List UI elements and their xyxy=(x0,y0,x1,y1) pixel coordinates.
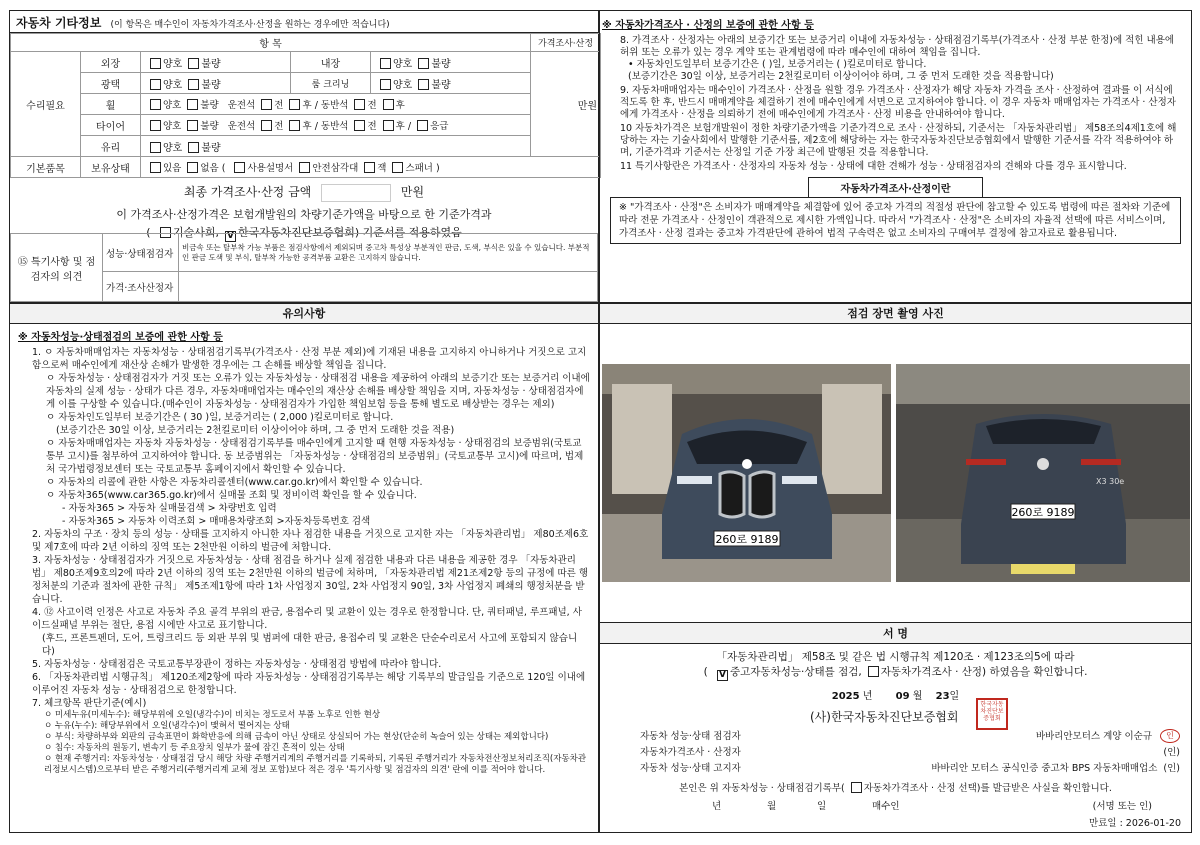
checkbox[interactable] xyxy=(364,162,375,173)
tire-label: 타이어 xyxy=(81,115,141,136)
front-label: 전 xyxy=(367,121,377,132)
model-badge: X3 30e xyxy=(1096,477,1125,486)
room-cleaning-label: 룸 크리닝 xyxy=(291,73,371,94)
rear-plate: 260로 9189 xyxy=(1011,506,1075,519)
day-unit: 일 xyxy=(949,691,960,702)
note-1: 1. ㅇ 자동차매매업자는 자동차성능 · 상태점검기록부(가격조사 · 산정 부분 제외)에 기재된 내용을 고지하지 아니하거나 거짓으로 고지함으로써 매수인에게 재산상 손해가 발생한 경우에는 그 손해를 배상할 책임을 집니다. xyxy=(32,347,587,371)
checkbox[interactable] xyxy=(188,142,199,153)
front-photo xyxy=(602,364,891,582)
year-unit: 년 xyxy=(862,691,873,702)
rear-label: 후 xyxy=(395,100,405,111)
bad-label: 불량 xyxy=(431,79,451,91)
month-unit: 월 xyxy=(912,691,923,702)
law-options: ( V 중고자동차성능·상태를 점검, 자동차가격조사 · 산정) 하였음을 확인합니다. xyxy=(703,666,1088,680)
driver-label: 운전석 xyxy=(227,100,256,111)
price-assessor-label: 가격·조사산정자 xyxy=(103,272,179,302)
bad-label: 불량 xyxy=(431,58,451,70)
item-9: 9. 자동차매매업자는 매수인이 가격조사 · 산정을 원할 경우 가격조사 · 산정자가 해당 자동차 가격을 조사 · 산정하여 결과를 이 서식에 적도록 한 후, 반드시 매매계약을 체결하기 전에 매수인에게 서면으로 고지하여야 합니다. 이 경우 자동차 매매업자는 가격조사 · 산정자에게 가격조사 · 산정을 의뢰하기 전에 매수인에게 가격조사 · 산정 비용을 안내하여야 합니다. xyxy=(620,85,1176,120)
signature-title: 서 명 xyxy=(600,622,1191,644)
special-notes-label: ⑮ 특기사항 및 점검자의 의견 xyxy=(11,234,103,302)
assessor-label: 자동차가격조사 · 산정자 xyxy=(640,747,741,758)
driver-label: 운전석 xyxy=(227,121,256,132)
note-1-6b: - 자동차365 > 자동차 이력조회 > 매매용차량조회 >자동차등록번호 검색 xyxy=(62,516,371,527)
item-8b: • 자동차인도일부터 보증기간은 ( )일, 보증거리는 ( )킬로미터로 합니다. xyxy=(628,59,927,70)
note-4: 4. ⑫ 사고이력 인정은 사고로 자동차 주요 골격 부위의 판금, 용접수리 및 교환이 있는 경우로 한정합니다. 단, 쿼터패널, 루프패널, 사이드실패널 부위는 절단, 용접 시에만 사고로 표기합니다. xyxy=(32,607,582,631)
note-4b: (후드, 프론트펜더, 도어, 트렁크리드 등 외판 부위 및 범퍼에 대한 판금, 용접수리 및 교환은 단순수리로서 사고에 포함되지 않습니다) xyxy=(42,633,578,657)
year-value: 2025 xyxy=(831,691,860,702)
note-1-6: ㅇ 자동차365(www.car365.go.kr)에서 실매물 조회 및 정비이력 확인을 할 수 있습니다. xyxy=(46,490,417,501)
item-10: 10 자동차가격은 보험개발원이 정한 차량기준가액을 기준가격으로 조사 · 산정하되, 기준서는 「자동차관리법」 제58조의4제1호에 해당하는 자는 기술사회에서 발행한 기준서를, 제2호에 해당하는 자는 한국자동차진단보증협회에서 발행한 기준서를 각각 적용하여야 하며, 기준가격과 기준서는 산정일 기준 가장 최근에 발행된 것을 적용합니다. xyxy=(620,123,1177,158)
buyer-label: 매수인 xyxy=(872,801,900,812)
law-text: 「자동차관리법」 제58조 및 같은 법 시행규칙 제120조 · 제123조의5에 따라 xyxy=(716,651,1075,663)
none-label: 없음 xyxy=(200,163,219,174)
good-label: 양호 xyxy=(163,58,183,70)
repair-needed-label: 수리필요 xyxy=(11,52,81,157)
passenger-label: / 동반석 xyxy=(314,100,349,111)
criterion-4: ㅇ 침수: 자동차의 원동기, 변속기 등 주요장치 일부가 물에 잠긴 흔적이 있는 상태 xyxy=(44,743,345,753)
checkbox-checked[interactable]: V xyxy=(717,670,728,681)
item-header: 항 목 xyxy=(11,34,531,52)
notes-subtitle: ※ 자동차성능·상태점검의 보증에 관한 사항 등 xyxy=(18,332,223,343)
jack-label: 잭 xyxy=(377,163,387,174)
section-note: (이 항목은 매수인이 자동차가격조사·산정을 원하는 경우에만 적습니다) xyxy=(110,20,390,30)
section-title: 자동차 기타정보 xyxy=(16,16,102,30)
special-notes-table xyxy=(10,233,598,302)
issue-date xyxy=(600,687,1191,702)
gloss-label: 광택 xyxy=(81,73,141,94)
checkbox[interactable] xyxy=(187,99,198,110)
price-assessor-opinion[interactable] xyxy=(179,272,598,302)
checkbox-checked[interactable]: V xyxy=(225,231,236,242)
price-unit: 만원 xyxy=(531,52,601,157)
checkbox[interactable] xyxy=(380,58,391,69)
item-11: 11 특기사항란은 가격조사 · 산정자의 자동차 성능 · 상태에 대한 견해가 성능 · 상태점검자의 견해와 다를 경우 표시합니다. xyxy=(620,161,1127,172)
month-value: 09 xyxy=(895,691,910,702)
inspection-photo-section xyxy=(599,303,1192,833)
rear-label: 후 xyxy=(395,121,405,132)
checkbox[interactable] xyxy=(380,79,391,90)
item-8: 8. 가격조사 · 산정자는 아래의 보증기간 또는 보증거리 이내에 자동차성능 · 상태점검기록부(가격조사 · 산정 부분 한정)에 적힌 내용에 허위 또는 오류가 있는 경우 계약 또는 관계법령에 따라 매수인에 대하여 책임을 집니다. xyxy=(620,35,1175,58)
note-7: 7. 체크항목 판단기준(예시) xyxy=(32,698,147,709)
notifier-seal: (인) xyxy=(1163,763,1180,774)
price-header: 가격조사·산정 xyxy=(531,34,601,52)
note-1-5: ㅇ 자동차의 리콜에 관한 사항은 자동차리콜센터(www.car.go.kr)에서 확인할 수 있습니다. xyxy=(46,477,423,488)
notifier-label: 자동차 성능·상태 고지자 xyxy=(640,763,741,774)
assessor-seal: (인) xyxy=(1163,747,1180,758)
checkbox[interactable] xyxy=(354,99,365,110)
inspector-name: 바바리안모터스 계양 이순규 xyxy=(1035,731,1152,742)
final-price-input[interactable] xyxy=(321,184,391,202)
checkbox[interactable] xyxy=(354,120,365,131)
performance-check-label: 중고자동차성능·상태를 점검, xyxy=(730,666,862,678)
triangle-label: 안전삼각대 xyxy=(312,163,359,174)
notifier-name: 바바리안 모터스 공식인증 중고차 BPS 자동차매매업소 xyxy=(931,763,1158,774)
checkbox[interactable] xyxy=(234,162,245,173)
definition-box: ※ "가격조사 · 산정"은 소비자가 매매계약을 체결함에 있어 중고차 가격의 적절성 판단에 참고할 수 있도록 법령에 따른 절차와 기준에 따라 전문 가격조사 · 산정인이 객관적으로 제시한 가액입니다. 따라서 "가격조사 · 산정"은 소비자의 자율적 선택에 따른 서비스이며, 가격조사 · 산정 결과는 중고차 가격판단에 관하여 법적 구속력은 없고 소비자의 구매여부 결정에 참고자료로 활용됩니다. xyxy=(610,197,1181,244)
checkbox[interactable] xyxy=(188,79,199,90)
note-1-4: ㅇ 자동차매매업자는 자동차 자동차성능 · 상태점검기록부를 매수인에게 고지할 때 현행 자동차성능 · 상태점검의 보증범위(국토교통부 고시)를 첨부하여 고지하여야 합니다. 동 보증범위는 「자동차성능 · 상태점검의 보증범위」(국토교통부 고시)에 따르며, 법제처 국가법령정보센터 또는 국토교통부 홈페이지에서 확인할 수 있습니다. xyxy=(46,438,584,475)
front-car-image xyxy=(602,364,891,582)
photo-title: 점검 장면 촬영 사진 xyxy=(600,304,1191,324)
receipt-confirm xyxy=(600,780,1191,794)
note-1-6a: - 자동차365 > 자동차 실매물검색 > 차량번호 입력 xyxy=(62,503,277,514)
checkbox[interactable] xyxy=(289,99,300,110)
bad-label: 불량 xyxy=(201,58,221,70)
has-label: 있음 xyxy=(163,163,182,174)
final-price-unit: 만원 xyxy=(400,185,425,199)
front-label: 전 xyxy=(274,121,284,132)
basis-text: 이 가격조사·산정가격은 보험개발원의 차량기준가액을 바탕으로 한 기준가격과 xyxy=(116,207,492,221)
checkbox[interactable] xyxy=(187,120,198,131)
checkbox[interactable] xyxy=(150,120,161,131)
checkbox[interactable] xyxy=(261,99,272,110)
rear-photo xyxy=(896,364,1190,582)
checkbox[interactable] xyxy=(392,162,403,173)
official-seal: 한국자동차진단보증협회 xyxy=(976,698,1008,730)
checkbox[interactable] xyxy=(383,99,394,110)
manual-label: 사용설명서 xyxy=(247,163,294,174)
price-guarantee-title: ※ 자동차가격조사 · 산정의 보증에 관한 사항 등 xyxy=(602,20,814,31)
good-label: 양호 xyxy=(163,142,183,154)
checkbox[interactable] xyxy=(289,120,300,131)
note-6: 6. 「자동차관리법 시행규칙」 제120조제2항에 따라 자동차성능 · 상태점검기록부는 해당 기록부의 발급일을 기준으로 120일 이내에 이루어진 자동차 성능 · 상태점검으로 한정합니다. xyxy=(32,672,586,696)
note-1-2: ㅇ 자동차성능 · 상태점검자가 거짓 또는 오류가 있는 자동차성능 · 상태점검 내용을 제공하여 아래의 보증기간 또는 보증거리 이내에 자동차의 실제 성능 · 상태가 다른 경우, 자동차매매업자는 매수인의 재산상 손해를 배상할 책임을 지며, 자동차성능 · 상태점검자에게 이를 구상할 수 있습니다.(매수인이 자동차성능 · 상태점검자가 가입한 책임보험 등을 통해 별도로 배상받는 경우는 제외) xyxy=(46,373,590,410)
price-guarantee-section xyxy=(599,10,1192,303)
good-label: 양호 xyxy=(393,79,413,91)
spanner-label: 스패너 xyxy=(405,163,433,174)
sign-day: 일 xyxy=(817,801,827,812)
good-label: 양호 xyxy=(163,79,183,91)
checkbox[interactable] xyxy=(150,58,161,69)
buyer-sign-row xyxy=(712,798,1152,812)
price-check-label: 자동차가격조사 · 산정) 하였음을 확인합니다. xyxy=(880,666,1088,678)
inspector-label: 자동차 성능·상태 점검자 xyxy=(640,731,741,742)
criterion-2: ㅇ 누유(누수): 해당부위에서 오일(냉각수)이 맺혀서 떨어지는 상태 xyxy=(44,721,290,731)
criterion-5: ㅇ 현재 주행거리: 자동차성능 · 상태점검 당시 해당 차량 주행거리계의 주행거리를 기록하되, 기록된 주행거리가 자동차전산정보처리조직(자동차관리정보시스템)으로부터 받은 주행거리(주행거리계 교체 정보 포함)보다 적은 경우 '특기사항 및 점검자의 의견' 란에 이를 적어야 합니다. xyxy=(44,754,587,775)
kadia-label: 한국자동차진단보증협회) 기준서를 적용하였음 xyxy=(238,225,462,239)
possession-label: 보유상태 xyxy=(81,157,141,178)
vehicle-other-info-section xyxy=(9,10,599,303)
checkbox[interactable] xyxy=(417,120,428,131)
checkbox[interactable] xyxy=(150,99,161,110)
bad-label: 불량 xyxy=(200,121,219,132)
glass-label: 유리 xyxy=(81,136,141,157)
checkbox[interactable] xyxy=(188,58,199,69)
checkbox[interactable] xyxy=(418,79,429,90)
wheel-label: 휠 xyxy=(81,94,141,115)
notes-title: 유의사항 xyxy=(10,304,598,324)
checkbox[interactable] xyxy=(187,162,198,173)
rear-label: 후 xyxy=(302,100,312,111)
final-price-label: 최종 가격조사·산정 금액 xyxy=(183,185,312,199)
passenger-label: / 동반석 xyxy=(314,121,349,132)
checkbox[interactable] xyxy=(150,142,161,153)
criterion-3: ㅇ 부식: 차량하부와 외판의 금속표면이 화학반응에 의해 금속이 아닌 상태로 상실되어 가는 현상(단순히 녹슬어 있는 상태는 제외합니다) xyxy=(44,732,549,742)
emergency-label: 응급 xyxy=(430,121,449,132)
rear-car-image xyxy=(896,364,1190,582)
note-3: 3. 자동차성능 · 상태점검자가 거짓으로 자동차성능 · 상태 점검을 하거나 실제 점검한 내용과 다른 내용을 제공한 경우 「자동차관리법」 제80조제9호의2에 따라 2년 이하의 징역 또는 2천만원 이하의 벌금에 처하며, 「자동차관리법 제21조제2항 등의 규정에 따른 행정처분의 기준과 절차에 관한 규칙」 제5조제1항에 따라 1차 사업정지 30일, 2차 사업정지 90일, 3차 사업정지 폐쇄의 행정처분을 받습니다. xyxy=(32,555,589,605)
checkbox[interactable] xyxy=(383,120,394,131)
checker-opinion: 비금속 또는 탈부착 가능 부품은 점검사항에서 제외되며 중고차 특성상 부분적인 판금, 도색, 부식은 있을 수 있습니다. 부분적인 판금 도색 및 부식, 탈부착 가능한 공격부품 교환은 고지하지 않습니다. xyxy=(179,234,598,272)
note-1-3: ㅇ 자동차인도일부터 보증기간은 ( 30 )일, 보증거리는 ( 2,000 )킬로미터로 합니다. xyxy=(46,412,394,423)
good-label: 양호 xyxy=(393,58,413,70)
confirm-text: 본인은 위 자동차성능 · 상태점검기록부( xyxy=(679,783,845,794)
exterior-label: 외장 xyxy=(81,52,141,73)
checkbox[interactable] xyxy=(868,666,879,677)
definition-subtitle: 자동차가격조사·산정이란 xyxy=(808,177,983,197)
good-label: 양호 xyxy=(163,100,182,111)
notes-section xyxy=(9,303,599,833)
item-8c: (보증기간은 30일 이상, 보증거리는 2천킬로미터 이상이어야 하며, 그 중 먼저 도래한 것을 적용합니다) xyxy=(628,71,1054,82)
inspector-stamp: 인 xyxy=(1160,729,1180,743)
front-label: 전 xyxy=(367,100,377,111)
basis-options: ( 기술사회, V 한국자동차진단보증협회) 기준서를 적용하였음 xyxy=(146,225,462,241)
rear-label: 후 xyxy=(302,121,312,132)
section-title-bar xyxy=(10,11,598,33)
sign-month: 월 xyxy=(767,801,777,812)
checkbox[interactable] xyxy=(261,120,272,131)
front-plate: 260로 9189 xyxy=(715,533,779,546)
checkbox[interactable] xyxy=(418,58,429,69)
tech-society-label: 기술사회, xyxy=(172,225,219,239)
checkbox[interactable] xyxy=(150,162,161,173)
bad-label: 불량 xyxy=(200,100,219,111)
repair-table: 항 목 가격조사·산정 수리필요 외장 양호 불량 내장 양호 불량 만원 광택 양호 불량 룸 크리닝 양호 불량 휠 양호 불량 운전석 전 후 / 동반석 전 후 타이어 양호 불량 운전석 전 후 / 동반석 전 후 / 응급 유리 양호 불량 기본품목 보유상태 있음 없음 ( 사용설명서 안전삼각대 잭 스패너 ) xyxy=(10,33,601,178)
confirm-text-2: 자동차가격조사 · 산정 선택)를 발급받은 사실을 확인합니다. xyxy=(863,783,1112,794)
expiry-date: 만료일 : 2026-01-20 xyxy=(1089,818,1181,829)
bad-label: 불량 xyxy=(201,79,221,91)
sign-year: 년 xyxy=(712,801,722,812)
note-1-3b: (보증기간은 30일 이상, 보증거리는 2천킬로미터 이상이어야 하며, 그 중 먼저 도래한 것을 적용) xyxy=(56,425,455,436)
good-label: 양호 xyxy=(163,121,182,132)
checkbox[interactable] xyxy=(150,79,161,90)
checker-label: 성능·상태점검자 xyxy=(103,234,179,272)
final-price-row xyxy=(10,183,598,202)
checkbox[interactable] xyxy=(299,162,310,173)
bad-label: 불량 xyxy=(201,142,221,154)
criterion-1: ㅇ 미세누유(미세누수): 해당부위에 오일(냉각수)이 비치는 정도로서 부품 노후로 인한 현상 xyxy=(44,710,381,720)
day-value: 23 xyxy=(935,691,950,702)
note-2: 2. 자동차의 구조 · 장치 등의 성능 · 상태를 고지하지 아니한 자나 점검한 내용을 거짓으로 고지한 자는 「자동차관리법」 제80조제6호 및 제7호에 따라 2년 이하의 징역 또는 2천만원 이하의 벌금에 처합니다. xyxy=(32,529,589,553)
front-label: 전 xyxy=(274,100,284,111)
note-5: 5. 자동차성능 · 상태점검은 국토교통부장관이 정하는 자동차성능 · 상태점검 방법에 따라야 합니다. xyxy=(32,659,442,670)
basic-items-label: 기본품목 xyxy=(11,157,81,178)
interior-label: 내장 xyxy=(291,52,371,73)
issuer-org: (사)한국자동차진단보증협회 xyxy=(810,710,959,724)
signature-field[interactable]: (서명 또는 인) xyxy=(1092,801,1152,812)
checkbox[interactable] xyxy=(851,782,862,793)
